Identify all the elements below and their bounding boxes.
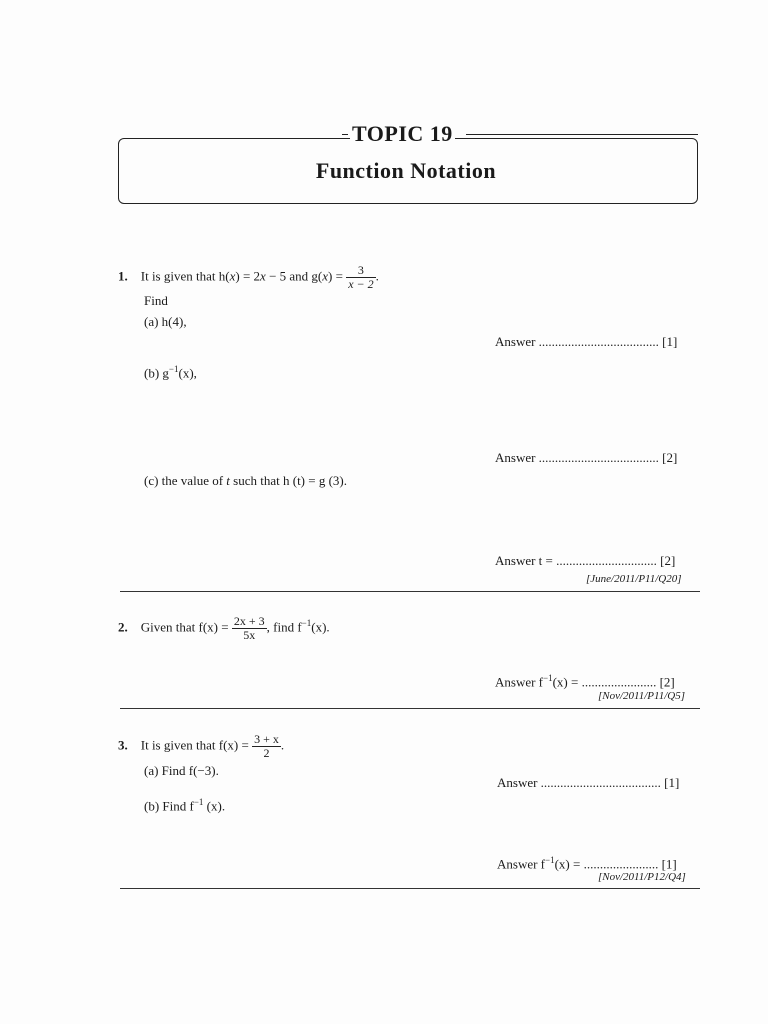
q1-var-x2: x: [260, 268, 266, 284]
q3-answer-a: Answer ..................................... [1]: [497, 775, 680, 790]
q1-find: Find: [144, 293, 168, 308]
q1-part-c: [144, 473, 347, 489]
q1-frac-den: x − 2: [348, 277, 374, 291]
q1-stem-end: .: [375, 268, 379, 284]
q1-part-b-text: (b) g: [144, 365, 169, 381]
q2-frac-num: 2x + 3: [233, 614, 265, 628]
q2-answer: [495, 673, 675, 690]
q3-part-b-text: (b) Find f: [144, 798, 194, 814]
q2-answer-end: (x) = ....................... [2]: [552, 674, 675, 690]
q1-answer-c: Answer t = ............................... [2]: [495, 553, 676, 568]
page-title: Function Notation: [315, 158, 497, 183]
q3-number: 3.: [118, 737, 128, 753]
q1-fraction: [346, 264, 375, 291]
q2-fraction: [232, 615, 267, 642]
q1-frac-num: 3: [346, 264, 375, 278]
q1-part-c-var: t: [226, 473, 230, 488]
q3-part-b: [144, 797, 225, 814]
q1-var-x1: x: [229, 268, 236, 284]
q2-frac-den: 5x: [243, 628, 256, 642]
q3-answer-b-text: Answer f: [497, 856, 546, 872]
q2-divider: [120, 708, 700, 709]
q3-stem: [118, 733, 284, 760]
q3-part-a: (a) Find f(−3).: [144, 763, 219, 778]
q3-frac-den: 2: [263, 746, 270, 760]
q1-part-c-post: such that h (t) = g (3).: [229, 473, 348, 488]
q2-stem-text: Given that f(x) =: [140, 619, 229, 635]
topic-label: TOPIC 19: [352, 121, 453, 146]
q1-part-b: [144, 364, 197, 381]
q1-number: 1.: [118, 268, 128, 284]
q1-stem-text-2: ) = 2: [235, 268, 261, 284]
q3-divider: [120, 888, 700, 889]
q1-part-c-text: (c) the value of: [144, 473, 227, 488]
topic-rule-right: [466, 134, 698, 135]
q1-divider: [120, 591, 700, 592]
q2-answer-sup: −1: [543, 673, 553, 683]
q1-answer-a: Answer ..................................... [1]: [495, 334, 678, 349]
q1-source-ref: [June/2011/P11/Q20]: [586, 573, 682, 585]
q1-part-a: (a) h(4),: [144, 314, 187, 329]
q3-stem-text: It is given that f(x) =: [140, 737, 249, 753]
q3-stem-end: .: [280, 737, 285, 753]
topic-rule-left: [342, 134, 348, 135]
q2-source-ref: [Nov/2011/P11/Q5]: [598, 690, 685, 702]
q3-frac-num: 3 + x: [254, 732, 279, 746]
q2-stem: [118, 615, 330, 642]
q2-stem-sup: −1: [301, 618, 312, 629]
q2-answer-text: Answer f: [495, 674, 544, 690]
q3-answer-b-end: (x) = ....................... [1]: [554, 856, 677, 872]
q3-source-ref: [Nov/2011/P12/Q4]: [598, 871, 686, 883]
q3-fraction: [252, 733, 281, 760]
q1-stem: [118, 264, 379, 291]
q2-stem-end: (x).: [311, 619, 330, 635]
q3-part-b-end: (x).: [203, 798, 226, 814]
q1-part-b-end: (x),: [178, 365, 197, 381]
q1-stem-text-1: It is given that h(: [140, 268, 230, 284]
q2-stem-post: , find f: [266, 619, 302, 635]
q2-number: 2.: [118, 619, 128, 635]
q3-answer-b: [497, 855, 677, 872]
q3-part-b-sup: −1: [193, 797, 204, 807]
q1-stem-text-4: ) =: [328, 268, 343, 284]
q1-answer-b: Answer ..................................... [2]: [495, 450, 678, 465]
q3-answer-b-sup: −1: [545, 855, 555, 865]
q1-stem-text-3: − 5 and g(: [265, 268, 323, 284]
q1-var-x3: x: [322, 268, 329, 284]
q1-part-b-sup: −1: [168, 364, 179, 374]
